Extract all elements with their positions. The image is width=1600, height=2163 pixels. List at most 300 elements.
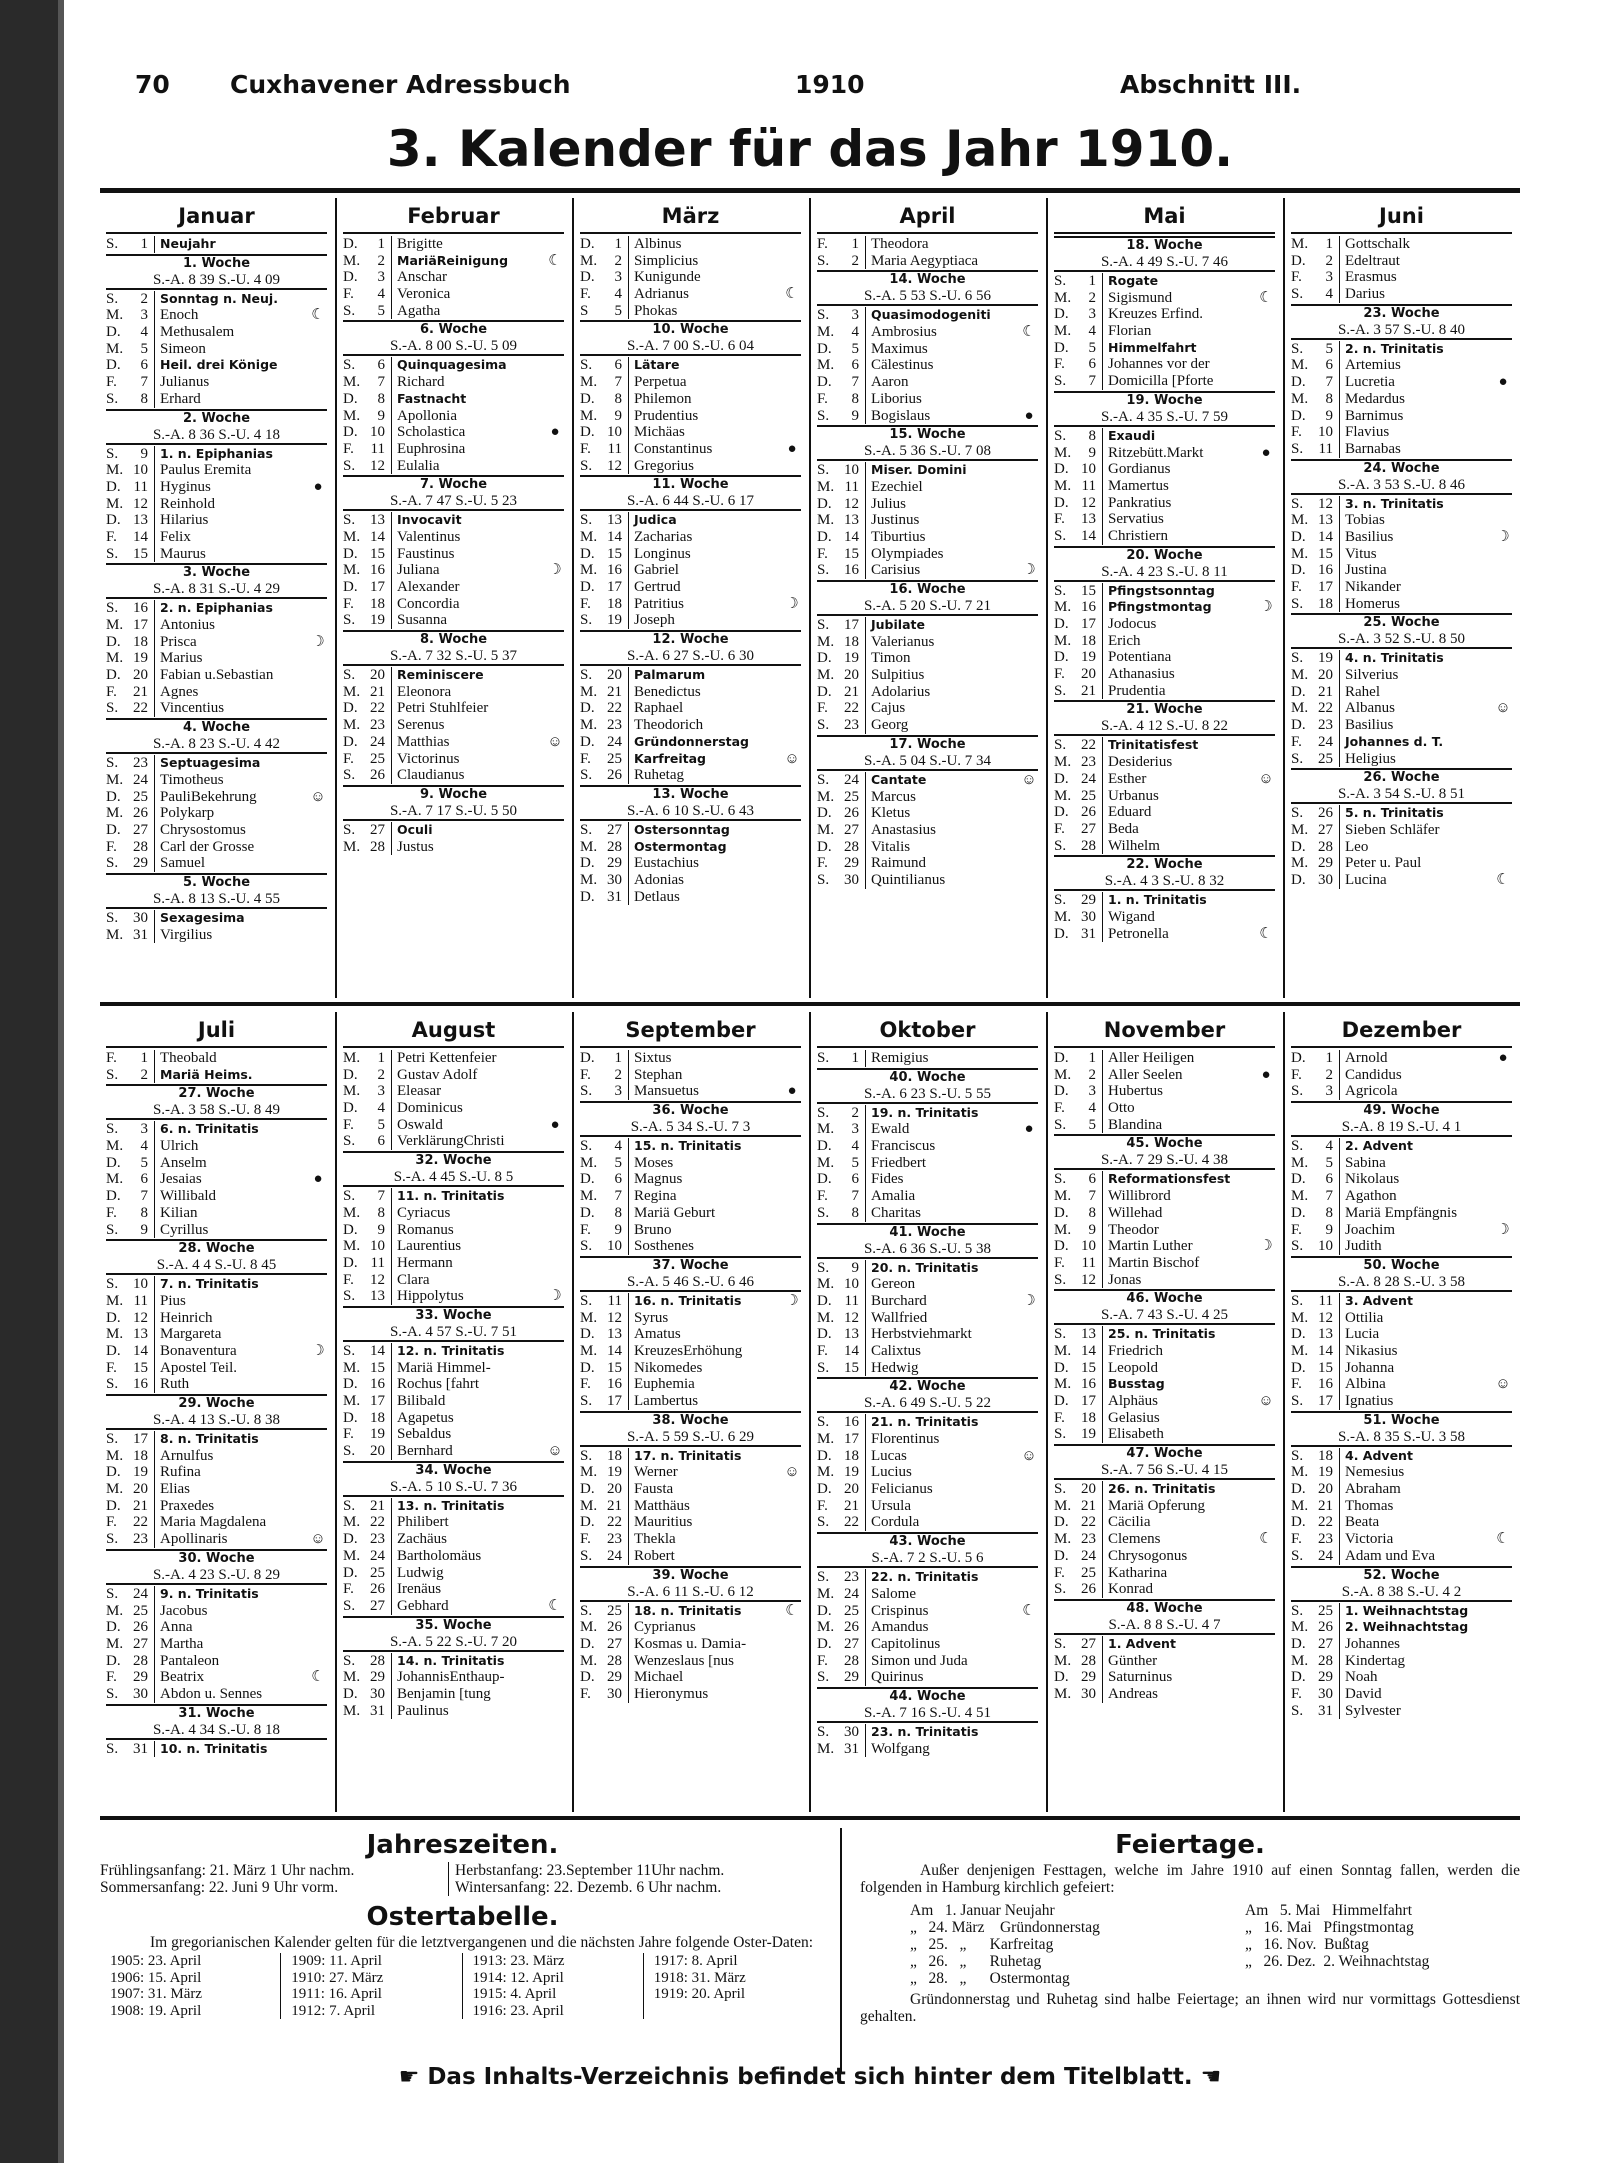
day-row [817, 479, 1038, 496]
moon-phase-icon: ☾ [785, 286, 799, 303]
day-row [1291, 341, 1512, 358]
day-row [106, 789, 327, 806]
weekday: D. [343, 1100, 358, 1117]
day-name: Eustachius [628, 855, 801, 872]
day-number: 6 [1088, 356, 1096, 373]
day-number: 11 [607, 440, 622, 457]
day-number: 22 [607, 700, 622, 717]
day-number: 29 [1081, 1669, 1096, 1686]
day-row [1054, 1326, 1275, 1343]
day-number: 17 [1318, 579, 1333, 595]
day-number: 12 [133, 1309, 148, 1326]
day-number: 20 [1318, 1481, 1333, 1498]
day-name: Lambertus [628, 1393, 801, 1410]
day-name: Nikolaus [1339, 1171, 1512, 1188]
day-number: 5 [140, 340, 148, 357]
day-name: Adrianus [628, 286, 783, 303]
day-row [1054, 528, 1275, 545]
day-row [1291, 596, 1512, 613]
day-number: 28 [607, 838, 622, 855]
day-row [580, 1067, 801, 1084]
weekday: F. [106, 683, 117, 700]
day-row [817, 1669, 1038, 1686]
week-number: 11. Woche [652, 477, 729, 493]
weekday: M. [106, 771, 124, 788]
day-number: 26 [370, 767, 385, 784]
day-number: 15 [133, 1359, 148, 1376]
day-number: 29 [844, 855, 859, 872]
day-number: 27 [607, 821, 622, 838]
weekday: S. [106, 700, 119, 717]
day-row [580, 1636, 801, 1653]
day-number: 22 [133, 1514, 148, 1531]
day-row [106, 1188, 327, 1205]
day-name: 7. n. Trinitatis [154, 1276, 327, 1293]
weekday: S. [817, 1204, 830, 1221]
month-column [100, 1012, 335, 1812]
day-row [1291, 391, 1512, 408]
day-row [106, 446, 327, 463]
day-row [106, 1121, 327, 1138]
day-row [1054, 1498, 1275, 1515]
feiertag-entry: „ 28. „ Ostermontag [910, 1970, 1070, 1987]
day-row [580, 579, 801, 596]
day-name: Matthias [391, 734, 546, 751]
day-row [580, 700, 801, 717]
day-number: 18 [1081, 1409, 1096, 1426]
day-row [106, 700, 327, 717]
week-block [580, 785, 801, 821]
day-number: 31 [1081, 925, 1096, 942]
day-number: 29 [844, 1669, 859, 1686]
day-name: Otto [1102, 1100, 1275, 1117]
weekday: S. [106, 1121, 119, 1138]
day-number: 30 [1318, 871, 1333, 888]
moon-phase-icon: ☺ [1258, 770, 1274, 787]
day-row [106, 529, 327, 546]
day-name: Beata [1339, 1514, 1512, 1531]
day-number: 21 [370, 1497, 385, 1514]
weekday: D. [1291, 252, 1306, 269]
weekday: F. [1291, 579, 1302, 595]
weekday: M. [1054, 1221, 1072, 1238]
day-row [343, 1531, 564, 1548]
day-name: Petri Kettenfeier [391, 1050, 564, 1067]
weekday: D. [1291, 1359, 1306, 1376]
weekday: M. [343, 1669, 361, 1686]
day-number: 13 [1318, 512, 1333, 529]
day-name: 11. n. Trinitatis [391, 1188, 564, 1205]
day-number: 21 [1318, 1497, 1333, 1514]
day-number: 19 [133, 1464, 148, 1481]
weekday: S. [817, 871, 830, 888]
day-row [343, 1410, 564, 1427]
day-name: Maria Magdalena [154, 1514, 327, 1531]
weekday: S. [1291, 1292, 1304, 1309]
weekday: S. [106, 236, 119, 252]
day-row [817, 789, 1038, 806]
section-label: Abschnitt III. [1120, 70, 1302, 99]
feiertage-note: Gründonnerstag und Ruhetag sind halbe Feiertage; an ihnen wird nur vormittags Gottesdienst gehalten. [860, 1991, 1520, 2025]
weekday: D. [1291, 1050, 1306, 1066]
weekday: M. [1291, 1497, 1309, 1514]
day-row [817, 1569, 1038, 1586]
weekday: F. [1054, 666, 1065, 683]
weekday: M. [817, 357, 835, 374]
sunrise-sunset: S.-A. 4 4 S.-U. 8 45 [156, 1257, 277, 1274]
day-number: 2 [1088, 1066, 1096, 1083]
day-number: 25 [370, 1564, 385, 1581]
day-row [343, 1222, 564, 1239]
day-number: 8 [140, 390, 148, 407]
day-name: Eduard [1102, 804, 1275, 821]
weekday: D. [817, 1326, 832, 1343]
day-number: 4 [851, 1138, 859, 1155]
day-name: Friedrich [1102, 1343, 1275, 1360]
weekday: M. [580, 407, 598, 424]
day-number: 25 [1081, 787, 1096, 804]
weekday: S. [1291, 1602, 1304, 1619]
day-name: Christiern [1102, 528, 1275, 545]
easter-date: 1908: 19. April [110, 2002, 202, 2019]
month-column [809, 198, 1046, 998]
day-row [1291, 579, 1512, 596]
day-number: 15 [844, 1359, 859, 1376]
day-name: Desiderius [1102, 754, 1275, 771]
moon-phase-icon: ☽ [548, 562, 562, 579]
day-number: 25 [133, 788, 148, 805]
weekday: F. [817, 1497, 828, 1514]
day-row [1054, 323, 1275, 340]
feiertage-title: Feiertage. [1115, 1830, 1265, 1860]
day-name: Erhard [154, 391, 327, 408]
weekday: D. [580, 424, 595, 441]
weekday: M. [817, 788, 835, 805]
day-name: Susanna [391, 612, 564, 629]
page-header [135, 70, 1435, 100]
day-name: Regina [628, 1188, 801, 1205]
moon-phase-icon: ☺ [310, 1531, 326, 1548]
day-name: Pius [154, 1293, 327, 1310]
weekday: S [580, 302, 589, 319]
day-name: Ostermontag [628, 839, 801, 856]
day-name: Felix [154, 529, 327, 546]
day-row [1054, 1272, 1275, 1289]
day-number: 8 [851, 1204, 859, 1221]
day-number: 6 [1325, 357, 1333, 374]
day-name: Cyrillus [154, 1222, 327, 1239]
weekday: S. [817, 771, 830, 788]
week-number: 38. Woche [652, 1412, 729, 1428]
weekday: S. [343, 357, 356, 374]
weekday: S. [1291, 1138, 1304, 1155]
day-number: 13 [844, 1326, 859, 1343]
day-name: Burchard [865, 1293, 1020, 1310]
day-row [817, 717, 1038, 734]
day-row [817, 1464, 1038, 1481]
ostertabelle-intro: Im gregorianischen Kalender gelten für die letztvergangenen und die nächsten Jahre folgende Oster-Daten: [150, 1934, 814, 1951]
day-row [106, 1498, 327, 1515]
weekday: M. [817, 1585, 835, 1602]
day-row [817, 1050, 1038, 1067]
day-name: Timotheus [154, 772, 327, 789]
day-number: 8 [377, 390, 385, 407]
weekday: D. [1054, 649, 1069, 666]
weekday: S. [106, 1685, 119, 1702]
week-block [817, 1068, 1038, 1104]
day-name: Bruno [628, 1222, 801, 1239]
day-row [1291, 512, 1512, 529]
day-number: 15 [370, 1359, 385, 1376]
day-row [580, 236, 801, 253]
weekday: F. [817, 700, 828, 717]
day-number: 29 [607, 855, 622, 872]
weekday: S. [817, 1669, 830, 1686]
day-name: Magnus [628, 1171, 801, 1188]
month-column [1283, 1012, 1520, 1812]
easter-date: 1906: 15. April [110, 1969, 202, 1986]
moon-phase-icon: ☽ [785, 1292, 799, 1309]
day-row [1291, 1188, 1512, 1205]
moon-phase-icon: ☾ [311, 307, 325, 324]
moon-phase-icon: ● [1498, 1050, 1508, 1066]
day-number: 9 [851, 1259, 859, 1276]
day-row [106, 1531, 327, 1548]
feiertage-list [860, 1902, 1520, 1987]
week-block [1291, 1101, 1512, 1137]
day-name: Reformationsfest [1102, 1171, 1275, 1188]
weekday: M. [106, 926, 124, 943]
day-row [817, 1498, 1038, 1515]
day-number: 29 [1081, 892, 1096, 909]
day-row [1054, 838, 1275, 855]
weekday: F. [1054, 356, 1065, 373]
day-name: Pfingstmontag [1102, 599, 1257, 616]
sunrise-sunset: S.-A. 5 59 S.-U. 6 29 [626, 1428, 755, 1445]
sunrise-sunset: S.-A. 4 45 S.-U. 8 5 [393, 1169, 514, 1186]
day-row [343, 1598, 564, 1615]
day-row [1291, 684, 1512, 701]
weekday: M. [343, 407, 361, 424]
weekday: D. [817, 650, 832, 667]
day-number: 4 [1088, 323, 1096, 340]
day-name: Rahel [1339, 684, 1512, 701]
week-number: 36. Woche [652, 1103, 729, 1119]
easter-date: 1907: 31. März [110, 1986, 203, 2002]
day-name: Anschar [391, 269, 564, 286]
day-row [580, 734, 801, 751]
weekday: M. [106, 1171, 124, 1188]
day-name: Concordia [391, 596, 564, 613]
day-name: Sebaldus [391, 1426, 564, 1443]
day-name: Jacobus [154, 1603, 327, 1620]
day-number: 4 [140, 324, 148, 341]
day-name: Hilarius [154, 512, 327, 529]
day-name: Amandus [865, 1619, 1038, 1636]
day-name: Clemens [1102, 1531, 1257, 1548]
week-number: 6. Woche [419, 322, 488, 338]
weekday: F. [106, 528, 117, 545]
day-number: 6 [377, 357, 385, 374]
moon-phase-icon: ● [550, 424, 560, 441]
day-name: Apollonia [391, 408, 564, 425]
day-name: Theodora [865, 236, 1038, 253]
week-block [1291, 1566, 1512, 1602]
day-number: 14 [1318, 1342, 1333, 1359]
day-name: Tiburtius [865, 529, 1038, 546]
day-row [817, 462, 1038, 479]
day-row [1054, 788, 1275, 805]
day-number: 23 [1081, 1531, 1096, 1548]
weekday: F. [343, 750, 354, 767]
moon-phase-icon: ☾ [311, 1669, 325, 1686]
week-block [817, 580, 1038, 616]
weekday: D. [817, 1447, 832, 1464]
day-row [106, 1138, 327, 1155]
day-number: 13 [370, 512, 385, 529]
day-number: 6 [851, 357, 859, 374]
week-number: 45. Woche [1126, 1136, 1203, 1152]
weekday: M. [106, 462, 124, 479]
day-name: Julianus [154, 374, 327, 391]
week-number: 13. Woche [652, 786, 729, 802]
weekday: F. [1291, 1066, 1302, 1083]
day-number: 16 [370, 562, 385, 579]
day-row [1054, 1117, 1275, 1134]
day-row [1291, 650, 1512, 667]
day-number: 25 [844, 788, 859, 805]
day-row [1054, 926, 1275, 943]
week-number: 39. Woche [652, 1567, 729, 1583]
day-number: 15 [133, 545, 148, 562]
day-name: Nikander [1339, 579, 1512, 596]
day-row [343, 391, 564, 408]
week-number: 29. Woche [178, 1396, 255, 1411]
day-name: Rogate [1102, 273, 1275, 290]
moon-phase-icon: ☽ [1259, 599, 1273, 616]
day-name: Gottschalk [1339, 236, 1512, 253]
weekday: D. [106, 512, 121, 529]
hand-right-icon: ☚ [1200, 2064, 1222, 2090]
ostertabelle-title: Ostertabelle. [366, 1902, 559, 1932]
weekday: M. [106, 805, 124, 822]
day-row [1291, 734, 1512, 751]
day-name: Peter u. Paul [1339, 855, 1512, 872]
day-name: Wilhelm [1102, 838, 1275, 855]
day-row [106, 1326, 327, 1343]
day-number: 2 [1325, 252, 1333, 269]
moon-phase-icon: ● [1024, 1121, 1034, 1138]
day-number: 17 [133, 1431, 148, 1447]
weekday: M. [1054, 1652, 1072, 1669]
day-row [343, 1581, 564, 1598]
day-name: Quirinus [865, 1669, 1038, 1686]
weekday: D. [343, 733, 358, 750]
day-number: 12 [844, 1309, 859, 1326]
day-number: 12 [1318, 1309, 1333, 1326]
day-row [106, 667, 327, 684]
day-name: Margareta [154, 1326, 327, 1343]
day-name: Pfingstsonntag [1102, 583, 1275, 600]
weekday: D. [1291, 1635, 1306, 1652]
moon-phase-icon: ☽ [1496, 528, 1510, 545]
day-number: 16 [844, 562, 859, 579]
day-number: 28 [1081, 837, 1096, 854]
weekday: M. [106, 617, 124, 633]
month-name: August [343, 1012, 564, 1048]
moon-phase-icon: ☾ [1496, 1531, 1510, 1548]
sunrise-sunset: S.-A. 3 58 S.-U. 8 49 [152, 1102, 281, 1119]
day-row [1291, 1326, 1512, 1343]
week-block [106, 254, 327, 290]
day-row [580, 1138, 801, 1155]
day-name: 9. n. Trinitatis [154, 1586, 327, 1603]
day-number: 28 [844, 838, 859, 855]
day-number: 23 [607, 1531, 622, 1548]
day-name: Nikomedes [628, 1360, 801, 1377]
weekday: D. [106, 667, 121, 684]
day-row [106, 805, 327, 822]
day-row [1291, 562, 1512, 579]
day-name: Marcus [865, 789, 1038, 806]
day-number: 21 [1081, 1497, 1096, 1514]
day-number: 11 [370, 1254, 385, 1271]
weekday: D. [817, 1602, 832, 1619]
weekday: S. [106, 855, 119, 872]
weekday: S. [1054, 1171, 1067, 1188]
day-number: 1 [140, 1050, 148, 1066]
weekday: F. [580, 1376, 591, 1393]
day-number: 27 [1318, 1635, 1333, 1652]
weekday: D. [106, 633, 121, 650]
weekday: F. [1054, 511, 1065, 528]
day-number: 28 [1318, 1652, 1333, 1669]
day-number: 3 [140, 307, 148, 324]
day-number: 15 [607, 1359, 622, 1376]
day-row [1291, 1548, 1512, 1565]
hand-left-icon: ☛ [398, 2064, 420, 2090]
day-row [580, 1155, 801, 1172]
easter-date: 1915: 4. April [472, 1986, 557, 2002]
day-name: Anna [154, 1619, 327, 1636]
day-number: 20 [1081, 666, 1096, 683]
weekday: M. [343, 717, 361, 734]
day-name: Simon und Juda [865, 1653, 1038, 1670]
day-number: 23 [370, 717, 385, 734]
day-number: 2 [1088, 289, 1096, 306]
day-number: 3 [377, 269, 385, 286]
sunrise-sunset: S.-A. 8 28 S.-U. 3 58 [1337, 1273, 1466, 1290]
week-block [1291, 768, 1512, 804]
day-number: 25 [607, 1602, 622, 1619]
weekday: S. [580, 1292, 593, 1309]
day-row [580, 1448, 801, 1465]
day-name: Joseph [628, 612, 801, 629]
weekday: D. [580, 733, 595, 750]
day-number: 8 [614, 390, 622, 407]
day-name: Gabriel [628, 562, 801, 579]
day-number: 7 [140, 1188, 148, 1205]
day-number: 30 [1081, 1685, 1096, 1702]
week-number: 42. Woche [889, 1379, 966, 1395]
day-row [817, 408, 1038, 425]
day-number: 9 [140, 1221, 148, 1238]
day-number: 18 [1318, 1447, 1333, 1464]
day-name: Sulpitius [865, 667, 1038, 684]
day-name: Sabina [1339, 1155, 1512, 1172]
weekday: M. [106, 1635, 124, 1652]
sunrise-sunset: S.-A. 7 43 S.-U. 4 25 [1100, 1307, 1229, 1324]
